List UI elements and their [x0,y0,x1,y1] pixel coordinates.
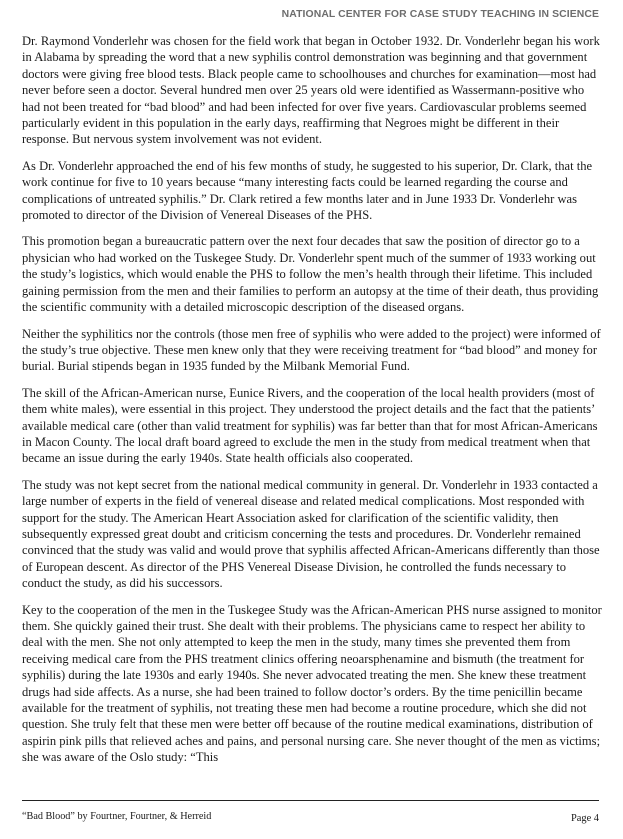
footer-citation: “Bad Blood” by Fourtner, Fourtner, & Herreid [22,811,212,822]
body-text [22,33,602,776]
running-header: NATIONAL CENTER FOR CASE STUDY TEACHING IN SCIENCE [281,9,599,20]
paragraph: This promotion began a bureaucratic pattern over the next four decades that saw the position of director go to a physician who had worked on the Tuskegee Study. Dr. Vonderlehr spent much of the summer of 1933 working out the study’s logistics, which would enable the PHS to follow the men’s health through their lifetime. This included gaining permission from the men and their families to perform an autopsy at the time of their death, thus providing the scientific community with a detailed microscopic description of the diseased organs. [22,234,599,315]
paragraph: Dr. Raymond Vonderlehr was chosen for the field work that began in October 1932. Dr. Vonderlehr began his work in Alabama by spreading the word that a new syphilis control demonstration was beginning and that government doctors were giving free blood tests. Black people came to schoolhouses and churches for examination—most had never before seen a doctor. Several hundred men over 25 years old were identified as Wassermann-positive who had not been treated for “bad blood” and had been infected for over five years. Cardiovascular problems seemed particularly evident in this population in the early days, reaffirming that Negroes might be different in their response. But nervous system involvement was not evident. [22,34,600,147]
paragraph: Key to the cooperation of the men in the Tuskegee Study was the African-American PHS nurse assigned to monitor them. She quickly gained their trust. She dealt with their problems. The physicians came to respect her ability to deal with the men. She not only attempted to keep the men in the study, many times she prevented them from receiving medical care from the PHS treatment clinics offering neoarsphenamine and bismuth (the treatment for syphilis) during the late 1930s and early 1940s. She never advocated treating the men. She knew these treatment drugs had side affects. As a nurse, she had been trained to follow doctor’s orders. By the time penicillin became available for the treatment of syphilis, not treating these men had become a routine procedure, which she did not question. She truly felt that these men were better off because of the routine medical examinations, distribution of aspirin pink pills that relieved aches and pains, and personal nursing care. She never thought of the men as victims; she was aware of the Oslo study: “This [22,602,602,765]
paragraph: The study was not kept secret from the national medical community in general. Dr. Vonderlehr in 1933 contacted a large number of experts in the field of venereal disease and related medical complications. Most responded with support for the study. The American Heart Association asked for clarification of the scientific validity, then subsequently expressed great doubt and criticism concerning the tests and procedures. Dr. Vonderlehr remained convinced that the study was valid and would prove that syphilis affected African-Americans differently than those of European descent. As director of the PHS Venereal Disease Division, he controlled the funds necessary to conduct the study, as did his successors. [22,477,600,591]
page-number: Page 4 [571,813,599,824]
footer-divider [22,800,599,801]
paragraph: The skill of the African-American nurse, Eunice Rivers, and the cooperation of the local health providers (most of them white males), were essential in this project. They understood the project details and the fact that the patients’ available medical care (other than valid treatment for syphilis) was far better than that for most African-Americans in Macon County. The local draft board agreed to exclude the men in the study from medical treatment when that became an issue during the early 1940s. State health officials also cooperated. [22,385,598,466]
paragraph: As Dr. Vonderlehr approached the end of his few months of study, he suggested to his superior, Dr. Clark, that the work continue for five to 10 years because “many interesting facts could be learned regarding the course and complications of untreated syphilis.” Dr. Clark retired a few months later and in June 1933 Dr. Vonderlehr was promoted to director of the Division of Venereal Diseases of the PHS. [22,158,593,223]
paragraph: Neither the syphilitics nor the controls (those men free of syphilis who were added to the project) were informed of the study’s true objective. These men knew only that they were receiving treatment for “bad blood” and money for burial. Burial stipends began in 1935 funded by the Milbank Memorial Fund. [22,326,601,374]
